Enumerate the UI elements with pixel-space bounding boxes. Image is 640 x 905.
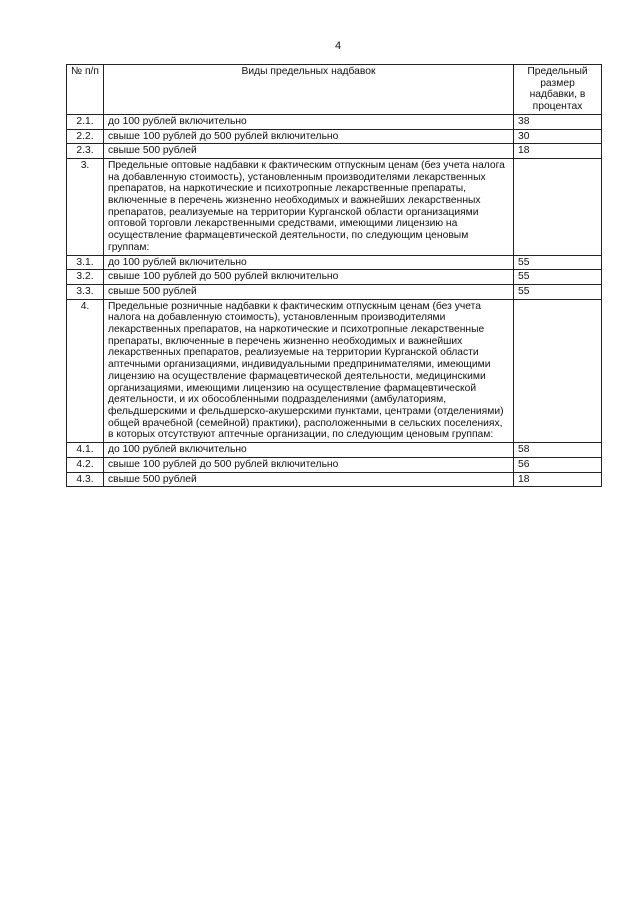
markup-description: Предельные розничные надбавки к фактическим отпускным ценам (без учета налога на добавленную стоимость), установленным производителями лекарственных препаратов, на наркотические и психотропные лекарственные препараты, включенные в перечень жизненно необходимых и важнейших лекарственных препаратов, реализуемые на территории Курганской области аптечными организациями, индивидуальными предпринимателями, имеющими лицензию на осуществление фармацевтической деятельности, медицинскими организациями, имеющими лицензию на осуществление фармацевтической деятельности, и их обособленными подразделениями (амбулаториям, фельдшерскими и фельдшерско-акушерскими пунктами, центрами (отделениями) общей врачебной (семейной) практики), расположенными в сельских поселениях, в которых отсутствуют аптечные организации, по следующим ценовым группам: <box>104 299 514 442</box>
table-row <box>67 299 602 442</box>
table-header-row <box>67 65 602 115</box>
row-number: 4.1. <box>67 443 104 458</box>
header-num: № п/п <box>67 65 104 115</box>
price-group-label: свыше 100 рублей до 500 рублей включительно <box>104 457 514 472</box>
table-row <box>67 457 602 472</box>
price-group-label: свыше 100 рублей до 500 рублей включительно <box>104 270 514 285</box>
markup-percent: 18 <box>514 472 602 487</box>
row-number: 2.1. <box>67 114 104 129</box>
markup-percent <box>514 299 602 442</box>
markup-percent: 18 <box>514 144 602 159</box>
table-row <box>67 472 602 487</box>
markup-percent: 30 <box>514 129 602 144</box>
row-number: 4. <box>67 299 104 442</box>
table-row <box>67 270 602 285</box>
header-kind: Виды предельных надбавок <box>104 65 514 115</box>
row-number: 3.2. <box>67 270 104 285</box>
row-number: 3.1. <box>67 255 104 270</box>
table-row <box>67 284 602 299</box>
price-group-label: до 100 рублей включительно <box>104 443 514 458</box>
page-number: 4 <box>334 40 342 52</box>
price-group-label: свыше 100 рублей до 500 рублей включительно <box>104 129 514 144</box>
markup-percent: 38 <box>514 114 602 129</box>
row-number: 4.3. <box>67 472 104 487</box>
markups-table <box>66 64 602 487</box>
table-row <box>67 158 602 255</box>
row-number: 2.2. <box>67 129 104 144</box>
price-group-label: до 100 рублей включительно <box>104 114 514 129</box>
table-row <box>67 129 602 144</box>
table-row <box>67 144 602 159</box>
row-number: 3.3. <box>67 284 104 299</box>
markup-percent: 55 <box>514 255 602 270</box>
table-row <box>67 255 602 270</box>
price-group-label: свыше 500 рублей <box>104 284 514 299</box>
row-number: 3. <box>67 158 104 255</box>
markup-percent: 56 <box>514 457 602 472</box>
markup-percent: 55 <box>514 270 602 285</box>
table-row <box>67 114 602 129</box>
markup-description: Предельные оптовые надбавки к фактическим отпускным ценам (без учета налога на добавленную стоимость), установленным производителями лекарственных препаратов, на наркотические и психотропные лекарственные препараты, включенные в перечень жизненно необходимых и важнейших лекарственных препаратов, реализуемые на территории Курганской области организациями оптовой торговли лекарственными средствами, имеющими лицензию на осуществление фармацевтической деятельности, по следующим ценовым группам: <box>104 158 514 255</box>
markup-percent: 58 <box>514 443 602 458</box>
row-number: 4.2. <box>67 457 104 472</box>
price-group-label: до 100 рублей включительно <box>104 255 514 270</box>
markup-percent: 55 <box>514 284 602 299</box>
row-number: 2.3. <box>67 144 104 159</box>
price-group-label: свыше 500 рублей <box>104 144 514 159</box>
price-group-label: свыше 500 рублей <box>104 472 514 487</box>
header-size: Предельный размер надбавки, в процентах <box>514 65 602 115</box>
table-row <box>67 443 602 458</box>
markup-percent <box>514 158 602 255</box>
